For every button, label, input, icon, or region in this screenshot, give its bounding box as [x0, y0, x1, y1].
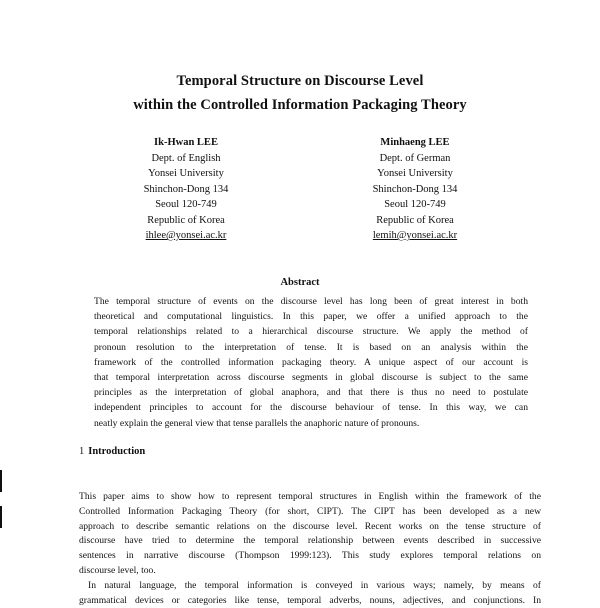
author-university: Yonsei University [377, 168, 453, 179]
author-email-link[interactable]: ihlee@yonsei.ac.kr [145, 230, 227, 241]
paper-title-line-2: within the Controlled Information Packaging Theory [133, 97, 467, 113]
author-street: Shinchon-Dong 134 [143, 183, 229, 195]
author-department: Dept. of German [379, 152, 451, 164]
intro-line: grammatical devices or categories like tense, temporal adverbs, nouns, adjectives, and conjunctions. In [79, 594, 541, 606]
introduction-text [79, 490, 541, 608]
author-country: Republic of Korea [147, 214, 225, 226]
scan-edge-mark [0, 470, 2, 492]
abstract-text [94, 294, 528, 431]
intro-line: sentences in narrative discourse (Thompson 1999:123). This study explores temporal relations on [79, 550, 541, 562]
intro-line: discourse level, too. [79, 564, 156, 576]
abstract-line: principles as the interpretation of global anaphora, and that there is thus no need to postulate [94, 387, 528, 399]
abstract-line: theoretical and computational linguistics. In this paper, we offer a unified approach to the [94, 311, 528, 323]
author-name: Ik-Hwan LEE [154, 137, 218, 148]
abstract-heading: Abstract [280, 277, 320, 288]
author-block-2 [305, 135, 525, 244]
author-email-link[interactable]: lemih@yonsei.ac.kr [372, 230, 458, 241]
author-street: Shinchon-Dong 134 [372, 183, 458, 195]
abstract-line: The temporal structure of events on the discourse level has long been of great interest in both [94, 296, 528, 307]
abstract-line: neatly explain the general view that tense parallels the anaphoric nature of pronouns. [94, 417, 420, 429]
section-title: Introduction [88, 446, 146, 457]
intro-line: discourse have tried to determine the temporal relationship between events described in successive [79, 535, 541, 547]
intro-line: This paper aims to show how to represent temporal structures in English within the framework of the [79, 491, 541, 502]
author-name: Minhaeng LEE [380, 137, 450, 148]
author-block-1 [76, 135, 296, 244]
author-university: Yonsei University [148, 168, 224, 179]
intro-line: Controlled Information Packaging Theory (for short, CIPT). The CIPT has been developed as a new [79, 505, 541, 517]
intro-line: approach to describe semantic relations on the discourse level. Recent works on the tense structure of [79, 520, 541, 532]
section-heading-introduction [79, 446, 145, 457]
abstract-line: temporal relationships related to a hierarchical discourse structure. We apply the method of [94, 326, 528, 338]
intro-line: In natural language, the temporal information is conveyed in various ways; namely, by means of [88, 579, 541, 591]
author-department: Dept. of English [151, 152, 221, 164]
abstract-line: independent principles to account for the discourse behaviour of tense. In this way, we can [94, 402, 528, 414]
section-number: 1 [79, 446, 85, 457]
author-city: Seoul 120-749 [384, 199, 446, 210]
author-city: Seoul 120-749 [155, 199, 217, 210]
abstract-line: framework of the controlled information packaging theory. A unique aspect of our account is [94, 356, 528, 368]
abstract-line: that temporal interpretation across discourse segments in global discourse is subject to the same [94, 372, 528, 384]
scan-edge-mark [0, 506, 2, 528]
paper-title-line-1: Temporal Structure on Discourse Level [176, 73, 424, 89]
author-country: Republic of Korea [376, 214, 454, 226]
abstract-line: pronoun resolution to the interpretation of tense. It is based on an analysis within the [94, 341, 528, 353]
